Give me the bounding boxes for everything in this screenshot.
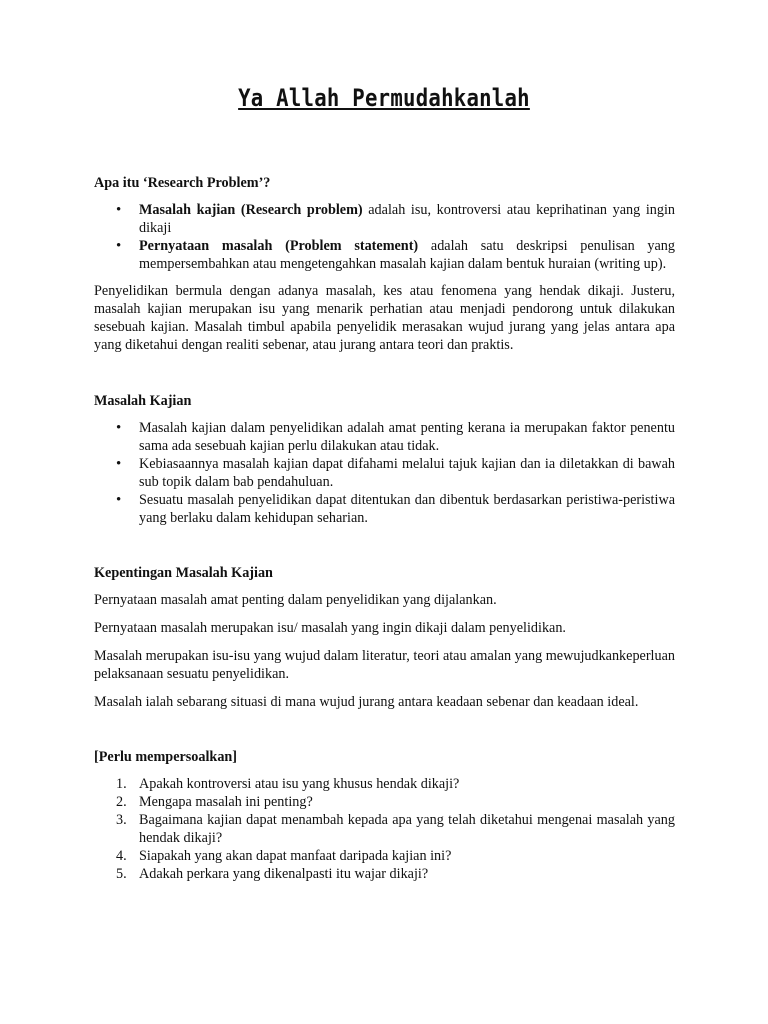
paragraph: Masalah merupakan isu-isu yang wujud dalam literatur, teori atau amalan yang mewujudkankeperluan pelaksanaan sesuatu penyelidikan.	[94, 648, 675, 682]
list-text: Mengapa masalah ini penting?	[139, 794, 313, 810]
list-item: • Sesuatu masalah penyelidikan dapat ditentukan dan dibentuk berdasarkan peristiwa-peristiwa yang berlaku dalam kehidupan seharian.	[94, 491, 675, 527]
section-heading-perlu-mempersoalkan: [Perlu mempersoalkan]	[94, 749, 238, 765]
list-item	[94, 847, 675, 865]
list-item	[94, 865, 675, 883]
list-number: 5.	[116, 866, 127, 882]
list-text: Adakah perkara yang dikenalpasti itu wajar dikaji?	[139, 866, 429, 882]
term-research-problem: Masalah kajian (Research problem)	[139, 202, 363, 218]
list-item: • Kebiasaannya masalah kajian dapat difahami melalui tajuk kajian dan ia diletakkan di bawah sub topik dalam bab pendahuluan.	[94, 455, 675, 491]
term-problem-statement: Pernyataan masalah (Problem statement)	[139, 238, 419, 254]
section-heading-kepentingan: Kepentingan Masalah Kajian	[94, 565, 273, 581]
document-body	[94, 174, 675, 883]
definition-text: adalah isu, kontroversi atau keprihatinan yang ingin dikaji	[139, 202, 676, 236]
list-text: Apakah kontroversi atau isu yang khusus hendak dikaji?	[139, 776, 460, 792]
list-number: 4.	[116, 848, 127, 864]
list-item	[94, 237, 675, 273]
paragraph: Pernyataan masalah merupakan isu/ masalah yang ingin dikaji dalam penyelidikan.	[94, 620, 566, 636]
bullet-list-masalah-kajian	[94, 419, 675, 527]
list-item	[94, 201, 675, 237]
numbered-list-questions	[94, 775, 675, 883]
list-text: Bagaimana kajian dapat menambah kepada apa yang telah diketahui mengenai masalah yang hendak dikaji?	[139, 812, 675, 846]
paragraph: Penyelidikan bermula dengan adanya masalah, kes atau fenomena yang hendak dikaji. Justeru, masalah kajian merupakan isu yang menarik perhatian atau menjadi pendorong untuk dilakukan sesebuah kajian. Masalah timbul apabila penyelidik merasakan wujud jurang yang jelas antara apa yang diketahui dengan realiti sebenar, atau jurang antara teori dan praktis.	[94, 283, 675, 353]
section-heading-masalah-kajian: Masalah Kajian	[94, 393, 192, 409]
list-item: • Masalah kajian dalam penyelidikan adalah amat penting kerana ia merupakan faktor penentu sama ada sesebuah kajian perlu dilakukan atau tidak.	[94, 419, 675, 455]
definition-text: adalah satu deskripsi penulisan yang mempersembahkan atau mengetengahkan masalah kajian dalam bentuk huraian (writing up).	[139, 238, 675, 272]
paragraph: Masalah ialah sebarang situasi di mana wujud jurang antara keadaan sebenar dan keadaan ideal.	[94, 694, 639, 710]
bullet-list-definitions	[94, 201, 675, 273]
list-item	[94, 811, 675, 847]
list-number: 2.	[116, 794, 127, 810]
list-text: Siapakah yang akan dapat manfaat daripada kajian ini?	[139, 848, 452, 864]
list-item	[94, 793, 675, 811]
list-number: 1.	[116, 776, 127, 792]
list-item	[94, 775, 675, 793]
page-title: Ya Allah Permudahkanlah	[238, 84, 530, 112]
section-heading-research-problem: Apa itu ‘Research Problem’?	[94, 175, 271, 191]
paragraph: Pernyataan masalah amat penting dalam penyelidikan yang dijalankan.	[94, 592, 497, 608]
list-number: 3.	[116, 812, 127, 828]
